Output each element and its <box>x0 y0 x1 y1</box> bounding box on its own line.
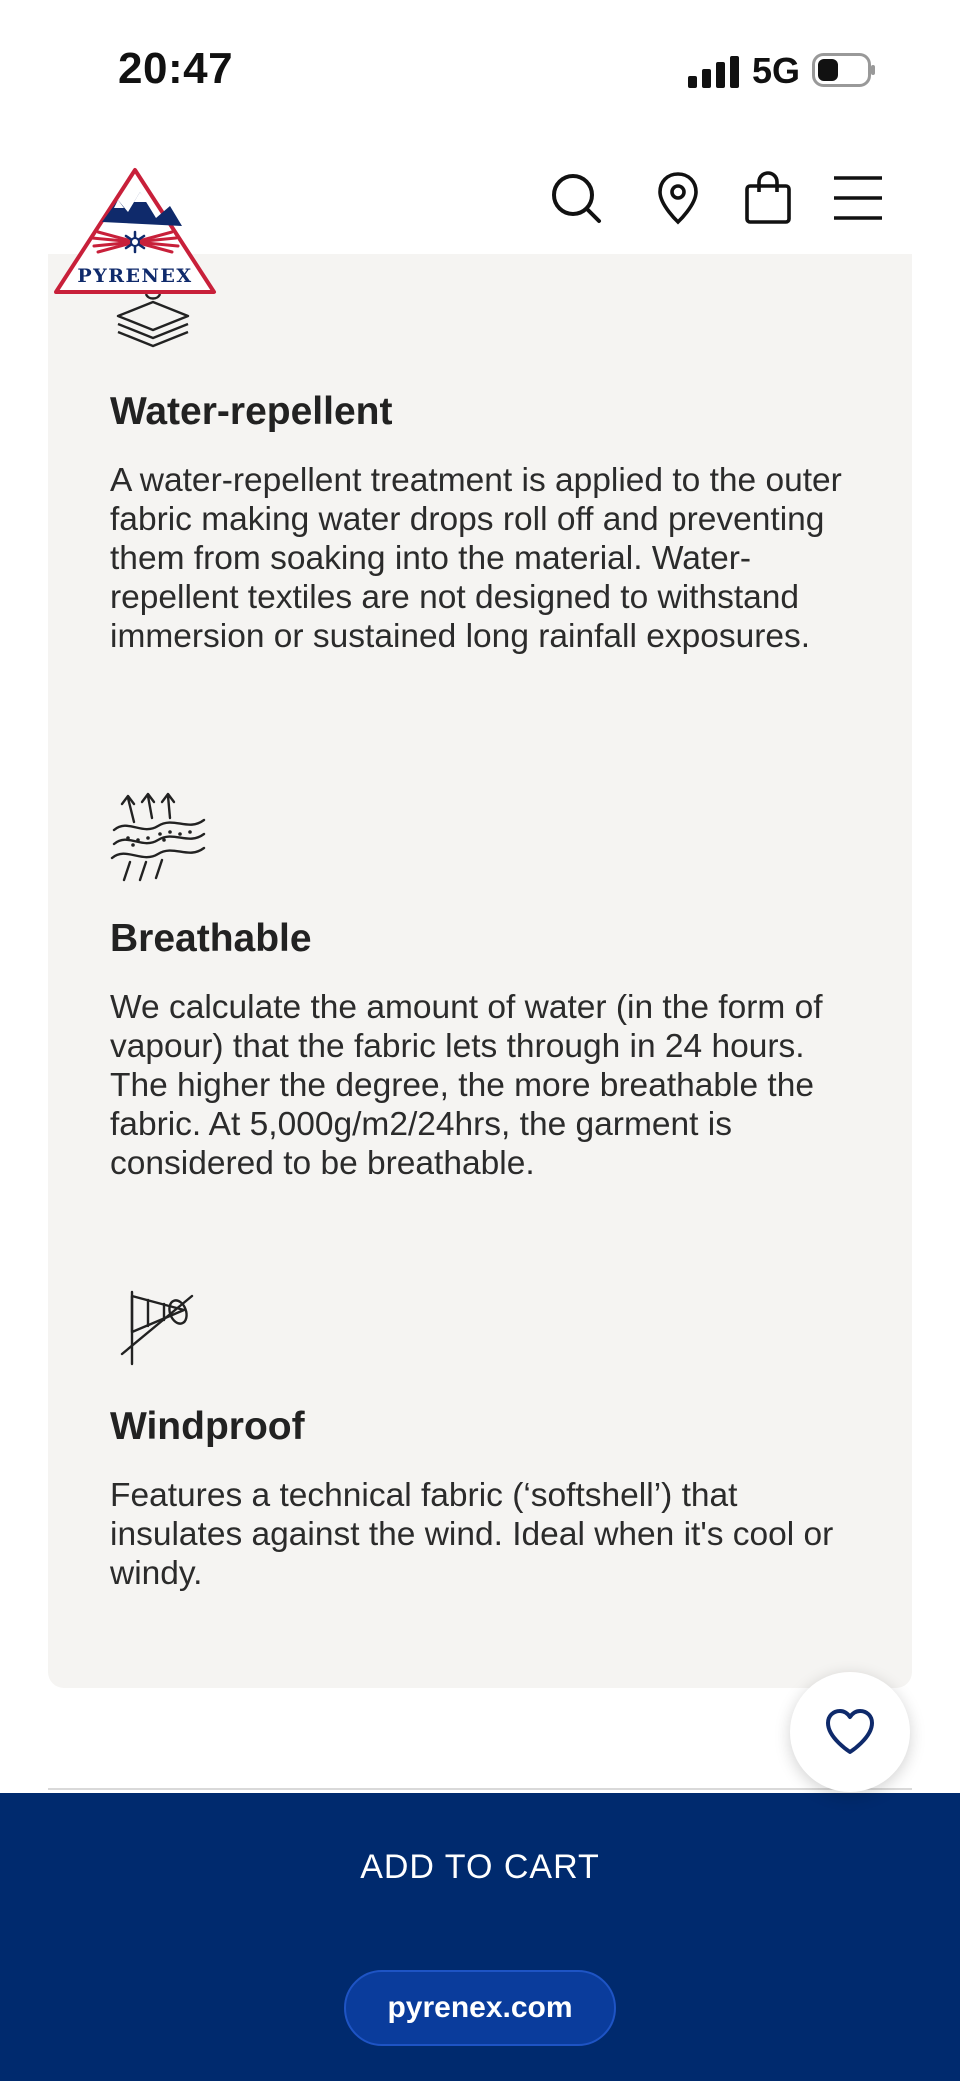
battery-icon <box>812 53 876 87</box>
status-time: 20:47 <box>118 44 234 93</box>
feature-desc-windproof: Features a technical fabric (‘softshell’) that insulates against the wind. Ideal when it's cool or windy. <box>110 1477 834 1592</box>
network-type: 5G <box>752 50 801 91</box>
feature-title-windproof: Windproof <box>110 1405 305 1448</box>
wishlist-button[interactable] <box>790 1672 910 1792</box>
feature-desc-breathable: We calculate the amount of water (in the form of vapour) that the fabric lets through in 24 hours. The higher the degree, the more breathable the fabric. At 5,000g/m2/24hrs, the garment is considered to be breathable. <box>110 989 823 1182</box>
breathable-fabric-icon <box>108 792 208 886</box>
heart-icon <box>824 1708 876 1756</box>
location-pin-icon[interactable] <box>650 170 706 226</box>
browser-url-bar[interactable]: pyrenex.com <box>344 1970 616 2046</box>
search-icon[interactable] <box>548 170 604 226</box>
add-to-cart-button[interactable]: ADD TO CART <box>0 1793 960 1941</box>
feature-title-water-repellent: Water-repellent <box>110 390 393 433</box>
logo-text: PYRENEX <box>77 265 193 287</box>
menu-icon[interactable] <box>830 170 886 226</box>
cellular-signal-icon <box>688 56 740 88</box>
feature-title-breathable: Breathable <box>110 917 312 960</box>
shopping-bag-icon[interactable] <box>740 170 796 226</box>
status-bar <box>0 0 960 140</box>
feature-desc-water-repellent: A water-repellent treatment is applied to the outer fabric making water drops roll off and preventing them from soaking into the material. Water-repellent textiles are not designed to withstand immersion or sustained long rainfall exposures. <box>110 462 842 655</box>
divider <box>48 1788 912 1790</box>
pyrenex-logo[interactable] <box>52 166 218 310</box>
windsock-icon <box>108 1288 198 1368</box>
